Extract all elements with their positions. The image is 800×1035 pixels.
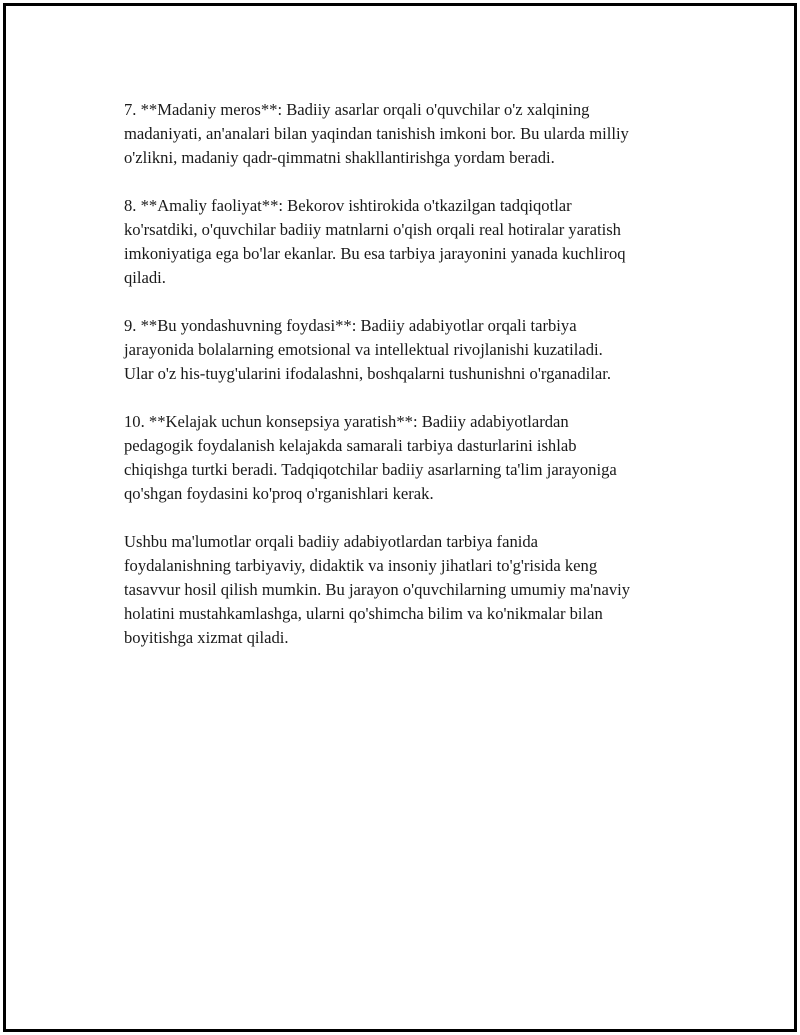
text-line: jarayonida bolalarning emotsional va intellektual rivojlanishi kuzatiladi. xyxy=(124,340,603,359)
text-line: tasavvur hosil qilish mumkin. Bu jarayon o'quvchilarning umumiy ma'naviy xyxy=(124,580,631,599)
text-line: qiladi. xyxy=(124,268,166,287)
text-line: 8. **Amaliy faoliyat**: Bekorov ishtirokida o'tkazilgan tadqiqotlar xyxy=(124,196,572,215)
text-line: foydalanishning tarbiyaviy, didaktik va insoniy jihatlari to'g'risida keng xyxy=(124,556,598,575)
paragraph-kelajak-konsepsiya xyxy=(124,410,714,506)
document-body xyxy=(124,98,714,674)
text-line: Ushbu ma'lumotlar orqali badiiy adabiyotlardan tarbiya fanida xyxy=(124,532,539,551)
text-line: chiqishga turtki beradi. Tadqiqotchilar badiiy asarlarning ta'lim jarayoniga xyxy=(124,460,617,479)
text-line: holatini mustahkamlashga, ularni qo'shimcha bilim va ko'nikmalar bilan xyxy=(124,604,603,623)
text-line: o'zlikni, madaniy qadr-qimmatni shakllantirishga yordam beradi. xyxy=(124,148,555,167)
text-line: qo'shgan foydasini ko'proq o'rganishlari kerak. xyxy=(124,484,434,503)
text-line: boyitishga xizmat qiladi. xyxy=(124,628,289,647)
text-line: pedagogik foydalanish kelajakda samarali tarbiya dasturlarini ishlab xyxy=(124,436,577,455)
text-line: 10. **Kelajak uchun konsepsiya yaratish**: Badiiy adabiyotlardan xyxy=(124,412,569,431)
paragraph-amaliy-faoliyat xyxy=(124,194,714,290)
page-frame xyxy=(3,3,797,1032)
text-line: Ular o'z his-tuyg'ularini ifodalashni, boshqalarni tushunishni o'rganadilar. xyxy=(124,364,612,383)
text-line: madaniyati, an'analari bilan yaqindan tanishish imkoni bor. Bu ularda milliy xyxy=(124,124,629,143)
paragraph-yondashuv-foydasi xyxy=(124,314,714,386)
paragraph-conclusion xyxy=(124,530,714,650)
text-line: imkoniyatiga ega bo'lar ekanlar. Bu esa tarbiya jarayonini yanada kuchliroq xyxy=(124,244,626,263)
text-line: 9. **Bu yondashuvning foydasi**: Badiiy adabiyotlar orqali tarbiya xyxy=(124,316,577,335)
text-line: ko'rsatdiki, o'quvchilar badiiy matnlarni o'qish orqali real hotiralar yaratish xyxy=(124,220,621,239)
paragraph-madaniy-meros xyxy=(124,98,714,170)
text-line: 7. **Madaniy meros**: Badiiy asarlar orqali o'quvchilar o'z xalqining xyxy=(124,100,590,119)
